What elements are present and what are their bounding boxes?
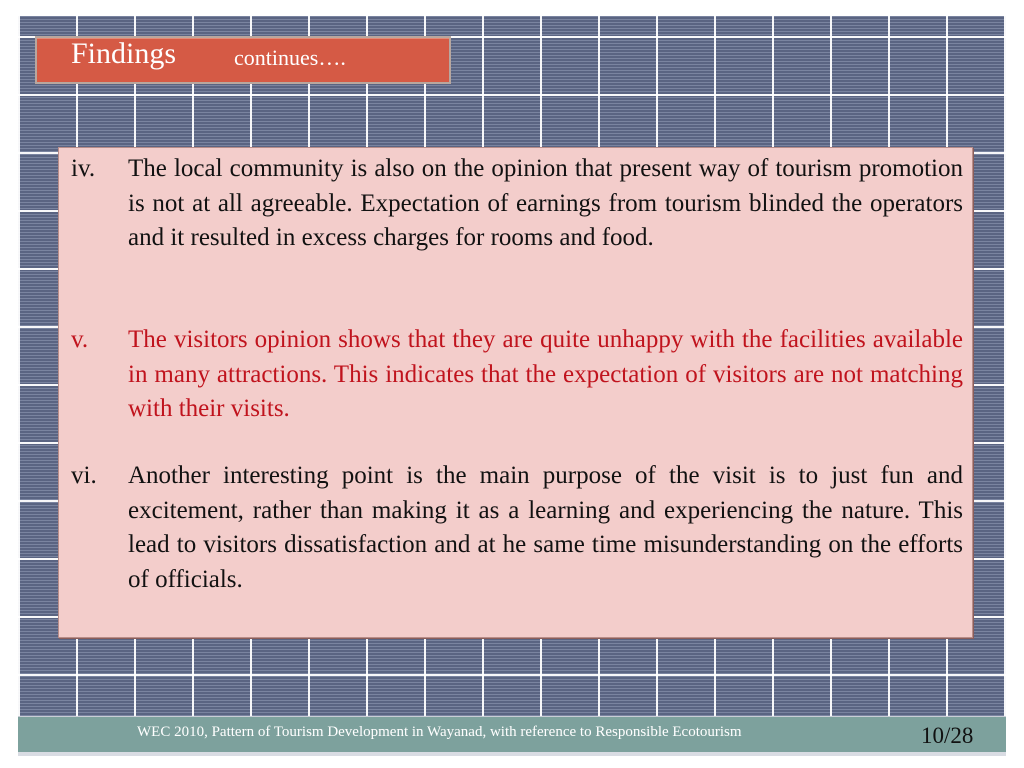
title-bar (35, 36, 451, 84)
point-numeral: v. (71, 326, 89, 353)
point-text: The visitors opinion shows that they are quite unhappy with the facilities available in many attractions. This indicates that the expectation of visitors are not matching with their visits. (128, 326, 963, 422)
content-box (58, 147, 973, 638)
finding-point-iv (71, 152, 963, 256)
finding-point-vi (71, 459, 963, 597)
page-number: 10/28 (921, 723, 974, 748)
finding-point-v (71, 323, 963, 427)
point-numeral: iv. (71, 155, 96, 182)
point-numeral: vi. (71, 462, 97, 489)
slide-subtitle: continues…. (234, 45, 346, 70)
bottom-divider (18, 752, 1006, 756)
footer-text: WEC 2010, Pattern of Tourism Development in Wayanad, with reference to Responsible Ecotourism (137, 724, 742, 740)
point-text: The local community is also on the opinion that present way of tourism promotion is not at all agreeable. Expectation of earnings from tourism blinded the operators and it resulted in excess charges for rooms and food. (128, 155, 963, 251)
point-text: Another interesting point is the main purpose of the visit is to just fun and excitement, rather than making it as a learning and experiencing the nature. This lead to visitors dissatisfaction and at he same time misunderstanding on the efforts of officials. (128, 462, 963, 593)
slide-title: Findings (71, 37, 177, 70)
